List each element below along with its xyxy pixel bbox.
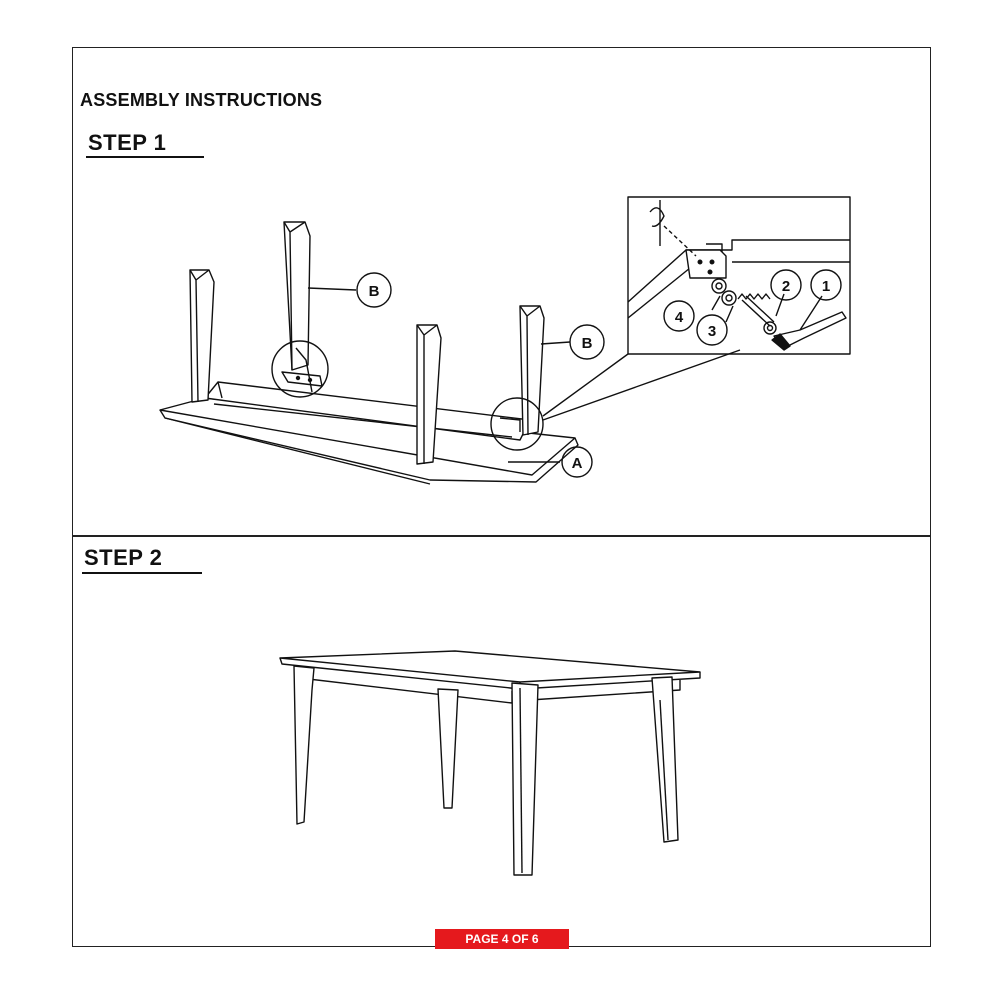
hardware-detail-inset	[628, 197, 850, 354]
step-1-table-illustration	[160, 222, 740, 484]
callout-label-b-1: B	[368, 283, 380, 300]
document-title: ASSEMBLY INSTRUCTIONS	[80, 90, 323, 110]
callout-label-a: A	[571, 455, 583, 472]
leg-front-center	[512, 683, 538, 875]
leg-far-left	[190, 270, 214, 402]
part-label-2: 2	[781, 278, 791, 295]
callout-label-b-2: B	[581, 335, 593, 352]
leg-front-left	[294, 666, 314, 824]
part-label-1: 1	[821, 278, 831, 295]
step-2-heading: STEP 2	[84, 545, 163, 570]
leg-back-left-assembled	[438, 689, 458, 808]
step-1-heading: STEP 1	[88, 130, 167, 155]
page-number-badge: PAGE 4 OF 6	[435, 929, 569, 949]
leg-back-left	[284, 222, 310, 370]
assembled-table-top	[280, 651, 700, 682]
leg-right	[520, 306, 544, 435]
leg-back-right	[652, 677, 678, 842]
part-label-3: 3	[707, 323, 717, 340]
step-2-table-illustration	[280, 651, 700, 875]
part-label-4: 4	[674, 309, 684, 326]
